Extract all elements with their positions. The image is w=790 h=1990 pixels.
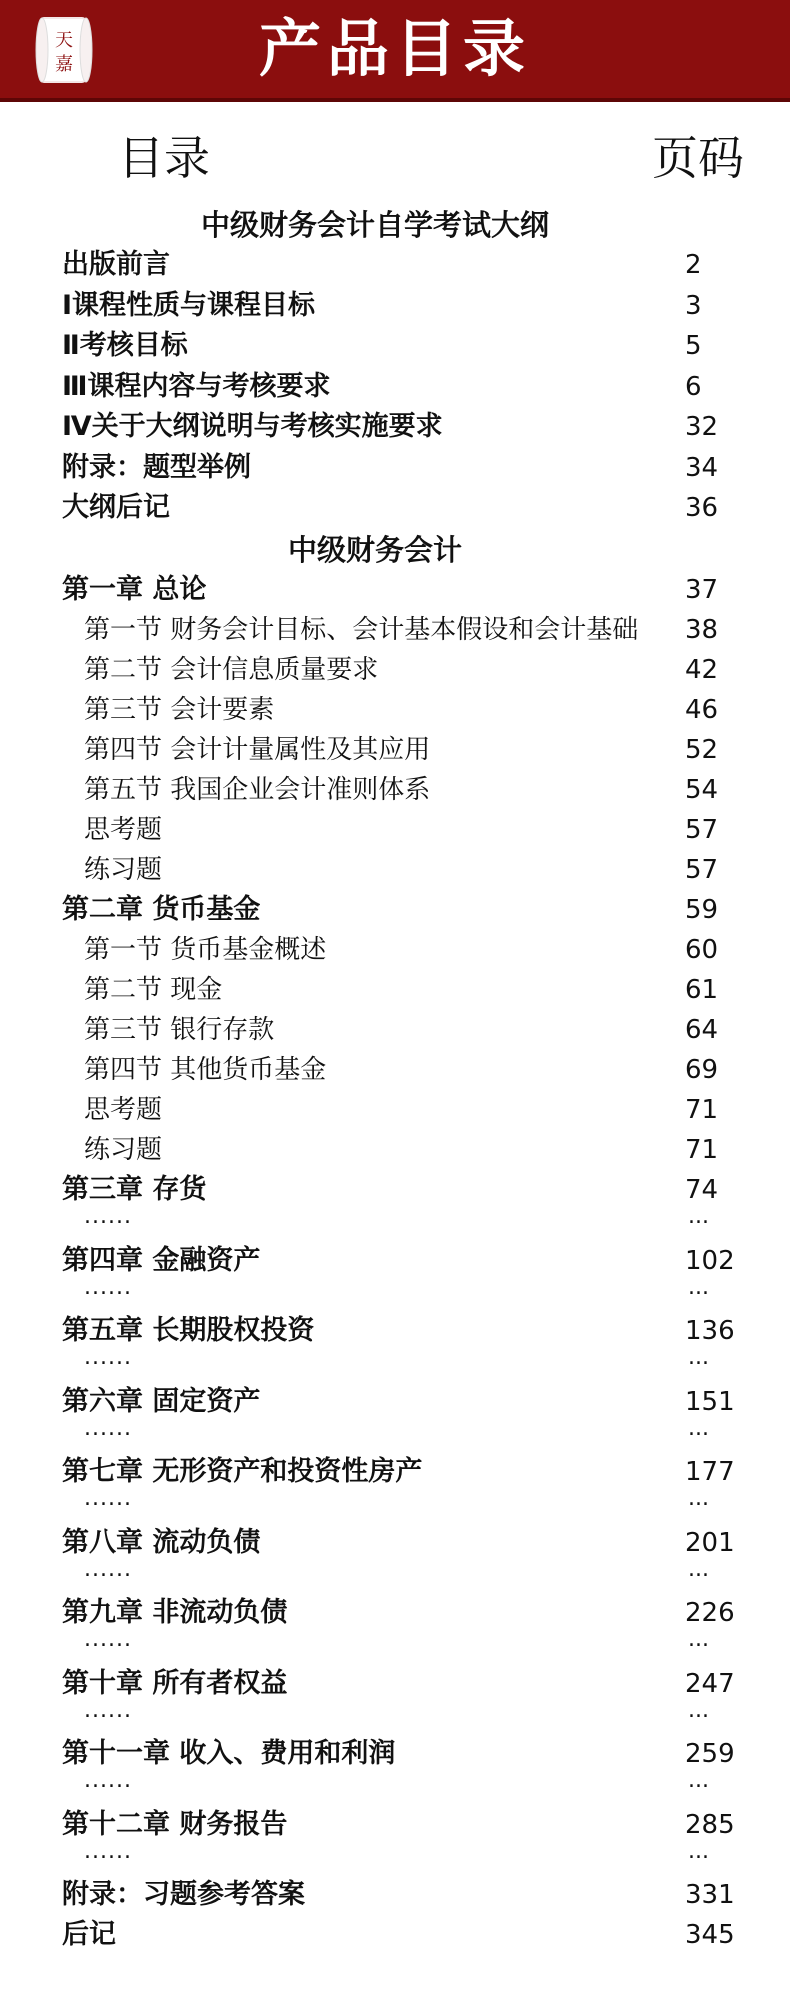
chapter-row-label: 第五章 长期股权投资 [62, 1315, 315, 1346]
book-heading [0, 530, 790, 570]
section-row-label: 练习题 [84, 855, 163, 885]
section-row [0, 650, 790, 690]
section-row-page: 71 [685, 1095, 719, 1125]
chapter-row-label: 第九章 非流动负债 [62, 1597, 288, 1628]
chapter-row-label: 第四章 金融资产 [62, 1244, 261, 1276]
outline-item [0, 326, 790, 366]
continuation-ellipsis: ...... [84, 1415, 132, 1441]
continuation-ellipsis: ...... [84, 1345, 132, 1370]
chapter-row-page: 136 [685, 1316, 735, 1346]
section-row [0, 1130, 790, 1170]
chapter-row-label: 第十二章 财务报告 [62, 1808, 288, 1840]
outline-item-page: 2 [685, 250, 702, 280]
outline-item-page: 34 [685, 452, 719, 483]
svg-text:嘉: 嘉 [55, 54, 73, 75]
section-row-page: 57 [685, 855, 719, 885]
chapter-row [0, 890, 790, 930]
title-banner [0, 0, 790, 102]
chapter-row-label: 第二章 货币基金 [62, 894, 261, 925]
continuation-page-ellipsis: ... [688, 1486, 709, 1511]
section-row [0, 770, 790, 810]
outline-heading-label: 中级财务会计自学考试大纲 [200, 208, 549, 242]
outline-item-page: 5 [685, 331, 702, 361]
chapter-row-page: 226 [685, 1598, 735, 1628]
section-row [0, 610, 790, 650]
section-row [0, 930, 790, 970]
section-row-label: 思考题 [84, 815, 163, 845]
section-row-label: 练习题 [84, 1135, 163, 1165]
chapter-row-label: 第七章 无形资产和投资性房产 [62, 1456, 423, 1487]
chapter-row-label: 第十一章 收入、费用和利润 [62, 1738, 396, 1769]
tail-row-label: 附录：习题参考答案 [62, 1879, 305, 1910]
section-row-page: 64 [685, 1015, 719, 1045]
section-row [0, 690, 790, 730]
outline-item-label: Ⅱ考核目标 [62, 330, 188, 361]
chapter-row-page: 259 [685, 1739, 735, 1769]
section-row-label: 第二节 现金 [84, 975, 223, 1005]
section-row-label: 第一节 货币基金概述 [84, 935, 327, 965]
section-row [0, 810, 790, 850]
outline-item-label: 出版前言 [62, 249, 170, 280]
outline-item [0, 488, 790, 528]
continuation-page-ellipsis: ... [688, 1345, 709, 1370]
section-row-page: 38 [685, 615, 719, 645]
continuation-ellipsis: ...... [84, 1486, 132, 1511]
tail-row-page: 345 [685, 1920, 735, 1950]
chapter-row-page: 74 [685, 1175, 719, 1205]
continuation-ellipsis: ...... [84, 1204, 132, 1229]
outline-item-label: Ⅳ关于大纲说明与考核实施要求 [62, 411, 443, 442]
tail-row [0, 1875, 790, 1915]
outline-item-page: 36 [685, 493, 719, 523]
section-row [0, 970, 790, 1010]
section-row-page: 42 [685, 655, 719, 685]
continuation-ellipsis: ...... [84, 1697, 132, 1723]
section-row [0, 1010, 790, 1050]
chapter-row-label: 第六章 固定资产 [62, 1385, 261, 1417]
toc-column-header: 目录 [118, 131, 210, 185]
section-row-page: 57 [685, 815, 719, 845]
outline-heading [0, 205, 790, 245]
outline-item [0, 367, 790, 407]
chapter-row [0, 570, 790, 610]
chapter-row-page: 247 [685, 1668, 735, 1699]
section-row-page: 46 [685, 695, 719, 725]
continuation-ellipsis: ...... [84, 1768, 132, 1793]
chapter-row-page: 177 [685, 1457, 735, 1487]
section-row-page: 54 [685, 775, 719, 805]
continuation-page-ellipsis: ... [688, 1838, 709, 1864]
continuation-page-ellipsis: ... [688, 1415, 709, 1441]
page-title: 产品目录 [258, 12, 531, 85]
continuation-page-ellipsis: ... [688, 1274, 709, 1300]
svg-text:天: 天 [55, 30, 73, 51]
section-row-page: 52 [685, 735, 719, 765]
section-row-label: 第四节 会计计量属性及其应用 [84, 735, 431, 765]
outline-item-label: 附录：题型举例 [62, 451, 251, 483]
chapter-row-page: 59 [685, 895, 719, 925]
continuation-page-ellipsis: ... [688, 1204, 709, 1229]
section-row-page: 61 [685, 975, 719, 1005]
outline-item-page: 3 [685, 290, 702, 321]
chapter-row-page: 102 [685, 1245, 735, 1276]
chapter-row-label: 第三章 存货 [62, 1174, 207, 1205]
outline-item-page: 32 [685, 412, 719, 442]
outline-item [0, 448, 790, 488]
outline-item [0, 245, 790, 285]
outline-item [0, 407, 790, 447]
chapter-row-label: 第一章 总论 [62, 574, 207, 605]
section-row-label: 思考题 [84, 1095, 163, 1125]
tail-row-page: 331 [685, 1880, 735, 1910]
page-column-header: 页码 [652, 131, 744, 185]
continuation-page-ellipsis: ... [688, 1627, 709, 1652]
section-row-label: 第二节 会计信息质量要求 [84, 655, 379, 685]
outline-item-page: 6 [685, 371, 702, 402]
continuation-ellipsis: ...... [84, 1838, 132, 1864]
continuation-ellipsis: ...... [84, 1627, 132, 1652]
chapter-row-page: 285 [685, 1809, 735, 1840]
chapter-row-page: 201 [685, 1527, 735, 1558]
section-row-label: 第三节 会计要素 [84, 695, 275, 725]
outline-item-label: Ⅲ课程内容与考核要求 [62, 370, 331, 402]
outline-item [0, 286, 790, 326]
continuation-ellipsis: ...... [84, 1274, 132, 1300]
continuation-ellipsis: ...... [84, 1556, 132, 1582]
section-row [0, 850, 790, 890]
section-row-page: 71 [685, 1135, 719, 1165]
section-row [0, 730, 790, 770]
outline-item-label: 大纲后记 [62, 492, 170, 523]
section-row-page: 69 [685, 1055, 719, 1085]
chapter-row-page: 151 [685, 1386, 735, 1417]
continuation-page-ellipsis: ... [688, 1768, 709, 1793]
section-row-label: 第一节 财务会计目标、会计基本假设和会计基础 [84, 615, 639, 645]
section-row [0, 1090, 790, 1130]
continuation-page-ellipsis: ... [688, 1556, 709, 1582]
tail-row [0, 1915, 790, 1955]
section-row-page: 60 [685, 935, 719, 965]
section-row [0, 1050, 790, 1090]
outline-item-label: Ⅰ课程性质与课程目标 [62, 289, 316, 321]
continuation-page-ellipsis: ... [688, 1697, 709, 1723]
chapter-row-page: 37 [685, 575, 719, 605]
section-row-label: 第三节 银行存款 [84, 1015, 275, 1045]
chapter-row-label: 第十章 所有者权益 [62, 1667, 288, 1699]
book-heading-label: 中级财务会计 [287, 533, 462, 567]
tail-row-label: 后记 [62, 1919, 116, 1950]
chapter-row-label: 第八章 流动负债 [62, 1526, 261, 1558]
section-row-label: 第五节 我国企业会计准则体系 [84, 775, 431, 805]
section-row-label: 第四节 其他货币基金 [84, 1055, 327, 1085]
